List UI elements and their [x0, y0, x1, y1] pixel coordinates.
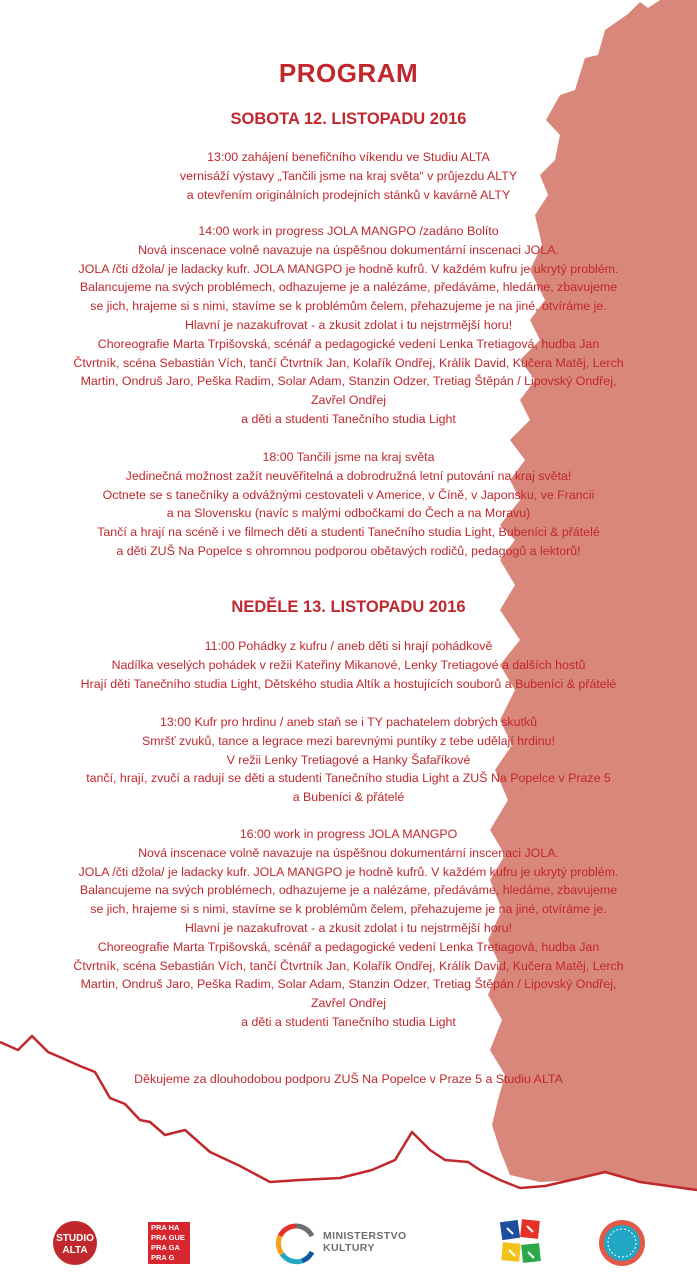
page-title: PROGRAM — [278, 58, 419, 88]
event-sat-1400 — [0, 222, 697, 429]
event-sat-1300 — [0, 148, 697, 204]
event-line: 11:00 Pohádky z kufru / aneb děti si hrají pohádkově — [204, 639, 493, 653]
event-line: Zavřel Ondřej — [310, 393, 387, 408]
round-logo — [597, 1218, 647, 1268]
event-line: Smršť zvuků, tance a legrace mezi barevnými puntíky z tebe udělají hrdinu! — [141, 733, 556, 748]
praha-text: PRA HA — [151, 1223, 180, 1232]
event-line: a otevřením originálních prodejních stánků v kavárně ALTY — [186, 187, 511, 202]
event-line: se jich, hrajeme si s nimi, stavíme se k problémům čelem, přehazujeme je na jiné, otvíráme je. — [90, 902, 607, 917]
event-sun-1100 — [0, 637, 697, 693]
praha-text: PRA G — [151, 1253, 175, 1262]
event-line: a Bubeníci & přátelé — [292, 790, 405, 805]
event-line: Martin, Ondruš Jaro, Peška Radim, Solar Adam, Stanzin Odzer, Tretiag Štěpán / Lipovský Ondřej, — [80, 977, 617, 992]
praha-text: PRA GUE — [151, 1233, 185, 1242]
praha-logo — [148, 1222, 190, 1264]
studio-alta-text-2: ALTA — [62, 1245, 88, 1256]
sunday-heading: NEDĚLE 13. LISTOPADU 2016 — [231, 598, 466, 616]
praha-text: PRA GA — [151, 1243, 180, 1252]
event-line: Choreografie Marta Trpišovská, scénář a pedagogické vedení Lenka Tretiagová, hudba Jan — [97, 336, 600, 351]
event-line: Hlavní je nazakufrovat - a zkusit zdolat i tu nejstrmější horu! — [184, 317, 513, 332]
event-line: Tančí a hrají na scéně i ve filmech děti a studenti Tanečního studia Light, Bubeníci & přátelé — [97, 525, 600, 540]
ministry-text: MINISTERSTVO — [323, 1230, 407, 1242]
saturday-heading: SOBOTA 12. LISTOPADU 2016 — [230, 110, 467, 128]
event-line: 18:00 Tančili jsme na kraj světa — [262, 450, 435, 464]
event-line: Martin, Ondruš Jaro, Peška Radim, Solar Adam, Stanzin Odzer, Tretiag Štěpán / Lipovský Ondřej, — [80, 374, 617, 389]
event-line: a na Slovensku (navíc s malými odbočkami do Čech a na Moravu) — [166, 506, 531, 521]
event-sun-1300 — [0, 713, 697, 807]
event-line: Octnete se s tanečníky a odvážnými cestovateli v Americe, v Číně, v Japonsku, ve Francii — [102, 487, 595, 502]
event-line: Balancujeme na svých problémech, odhazujeme je a nalézáme, předáváme, hledáme, zbavujeme — [79, 280, 618, 295]
event-line: Nadílka veselých pohádek v režii Kateřiny Mikanové, Lenky Tretiagové a dalších hostů — [111, 657, 586, 672]
event-line: JOLA /čti džola/ je ladacky kufr. JOLA MANGPO je hodně kufrů. V každém kufru je ukrytý problém. — [78, 864, 619, 879]
event-line: Hlavní je nazakufrovat - a zkusit zdolat i tu nejstrmější horu! — [184, 920, 513, 935]
event-line: Balancujeme na svých problémech, odhazujeme je a nalézáme, předáváme, hledáme, zbavujeme — [79, 883, 618, 898]
event-line: Nová inscenace volně navazuje na úspěšnou dokumentární inscenaci JOLA. — [138, 845, 559, 860]
event-line: V režii Lenky Tretiagové a Hanky Šafaříkové — [226, 752, 471, 767]
event-line: Nová inscenace volně navazuje na úspěšnou dokumentární inscenaci JOLA. — [138, 242, 559, 257]
event-line: Zavřel Ondřej — [310, 996, 387, 1011]
event-line: a děti ZUŠ Na Popelce s ohromnou podporou obětavých rodičů, pedagogů a lektorů! — [116, 543, 581, 558]
ministry-text: KULTURY — [323, 1242, 375, 1254]
event-line: Hrají děti Tanečního studia Light, Dětského studia Altík a hostujících souborů a Bubeníci & přátelé — [80, 676, 617, 691]
ministry-logo-text — [323, 1230, 407, 1254]
event-line: Čtvrtník, scéna Sebastián Vích, tančí Čtvrtník Jan, Kolařík Ondřej, Králík David, Kučera Matěj, Lerch — [73, 355, 624, 370]
event-line: 13:00 zahájení benefičního víkendu ve Studiu ALTA — [207, 150, 490, 164]
event-line: JOLA /čti džola/ je ladacky kufr. JOLA MANGPO je hodně kufrů. V každém kufru je ukrytý problém. — [78, 261, 619, 276]
event-sat-1800 — [0, 448, 697, 561]
thanks-line: Děkujeme za dlouhodobou podporu ZUŠ Na Popelce v Praze 5 a Studiu ALTA — [134, 1072, 563, 1086]
colorful-squares-logo — [499, 1218, 543, 1266]
studio-alta-logo — [52, 1220, 98, 1266]
event-line: tančí, hrají, zvučí a radují se děti a studenti Tanečního studia Light a ZUŠ Na Popelce v Praze 5 — [86, 771, 611, 786]
event-line: Čtvrtník, scéna Sebastián Vích, tančí Čtvrtník Jan, Kolařík Ondřej, Králík David, Kučera Matěj, Lerch — [73, 958, 624, 973]
sponsor-logos — [0, 1208, 697, 1278]
studio-alta-text-1: STUDIO — [56, 1233, 94, 1244]
ministry-emblem-icon — [274, 1222, 318, 1266]
event-line: 14:00 work in progress JOLA MANGPO /zadáno Bolíto — [198, 224, 499, 238]
event-line: Choreografie Marta Trpišovská, scénář a pedagogické vedení Lenka Tretiagová, hudba Jan — [97, 939, 600, 954]
event-line: 16:00 work in progress JOLA MANGPO — [239, 827, 458, 841]
event-line: se jich, hrajeme si s nimi, stavíme se k problémům čelem, přehazujeme je na jiné, otvíráme je. — [90, 299, 607, 314]
thanks-note — [0, 1070, 697, 1089]
event-line: 13:00 Kufr pro hrdinu / aneb staň se i TY pachatelem dobrých skutků — [160, 715, 537, 729]
event-line: Jedinečná možnost zažít neuvěřitelná a dobrodružná letní putování na kraj světa! — [125, 468, 572, 483]
event-line: vernisáží výstavy „Tančili jsme na kraj světa“ v průjezdu ALTY — [179, 168, 518, 183]
event-sun-1600 — [0, 825, 697, 1032]
event-line: a děti a studenti Tanečního studia Light — [241, 1014, 456, 1029]
event-line: a děti a studenti Tanečního studia Light — [241, 411, 456, 426]
